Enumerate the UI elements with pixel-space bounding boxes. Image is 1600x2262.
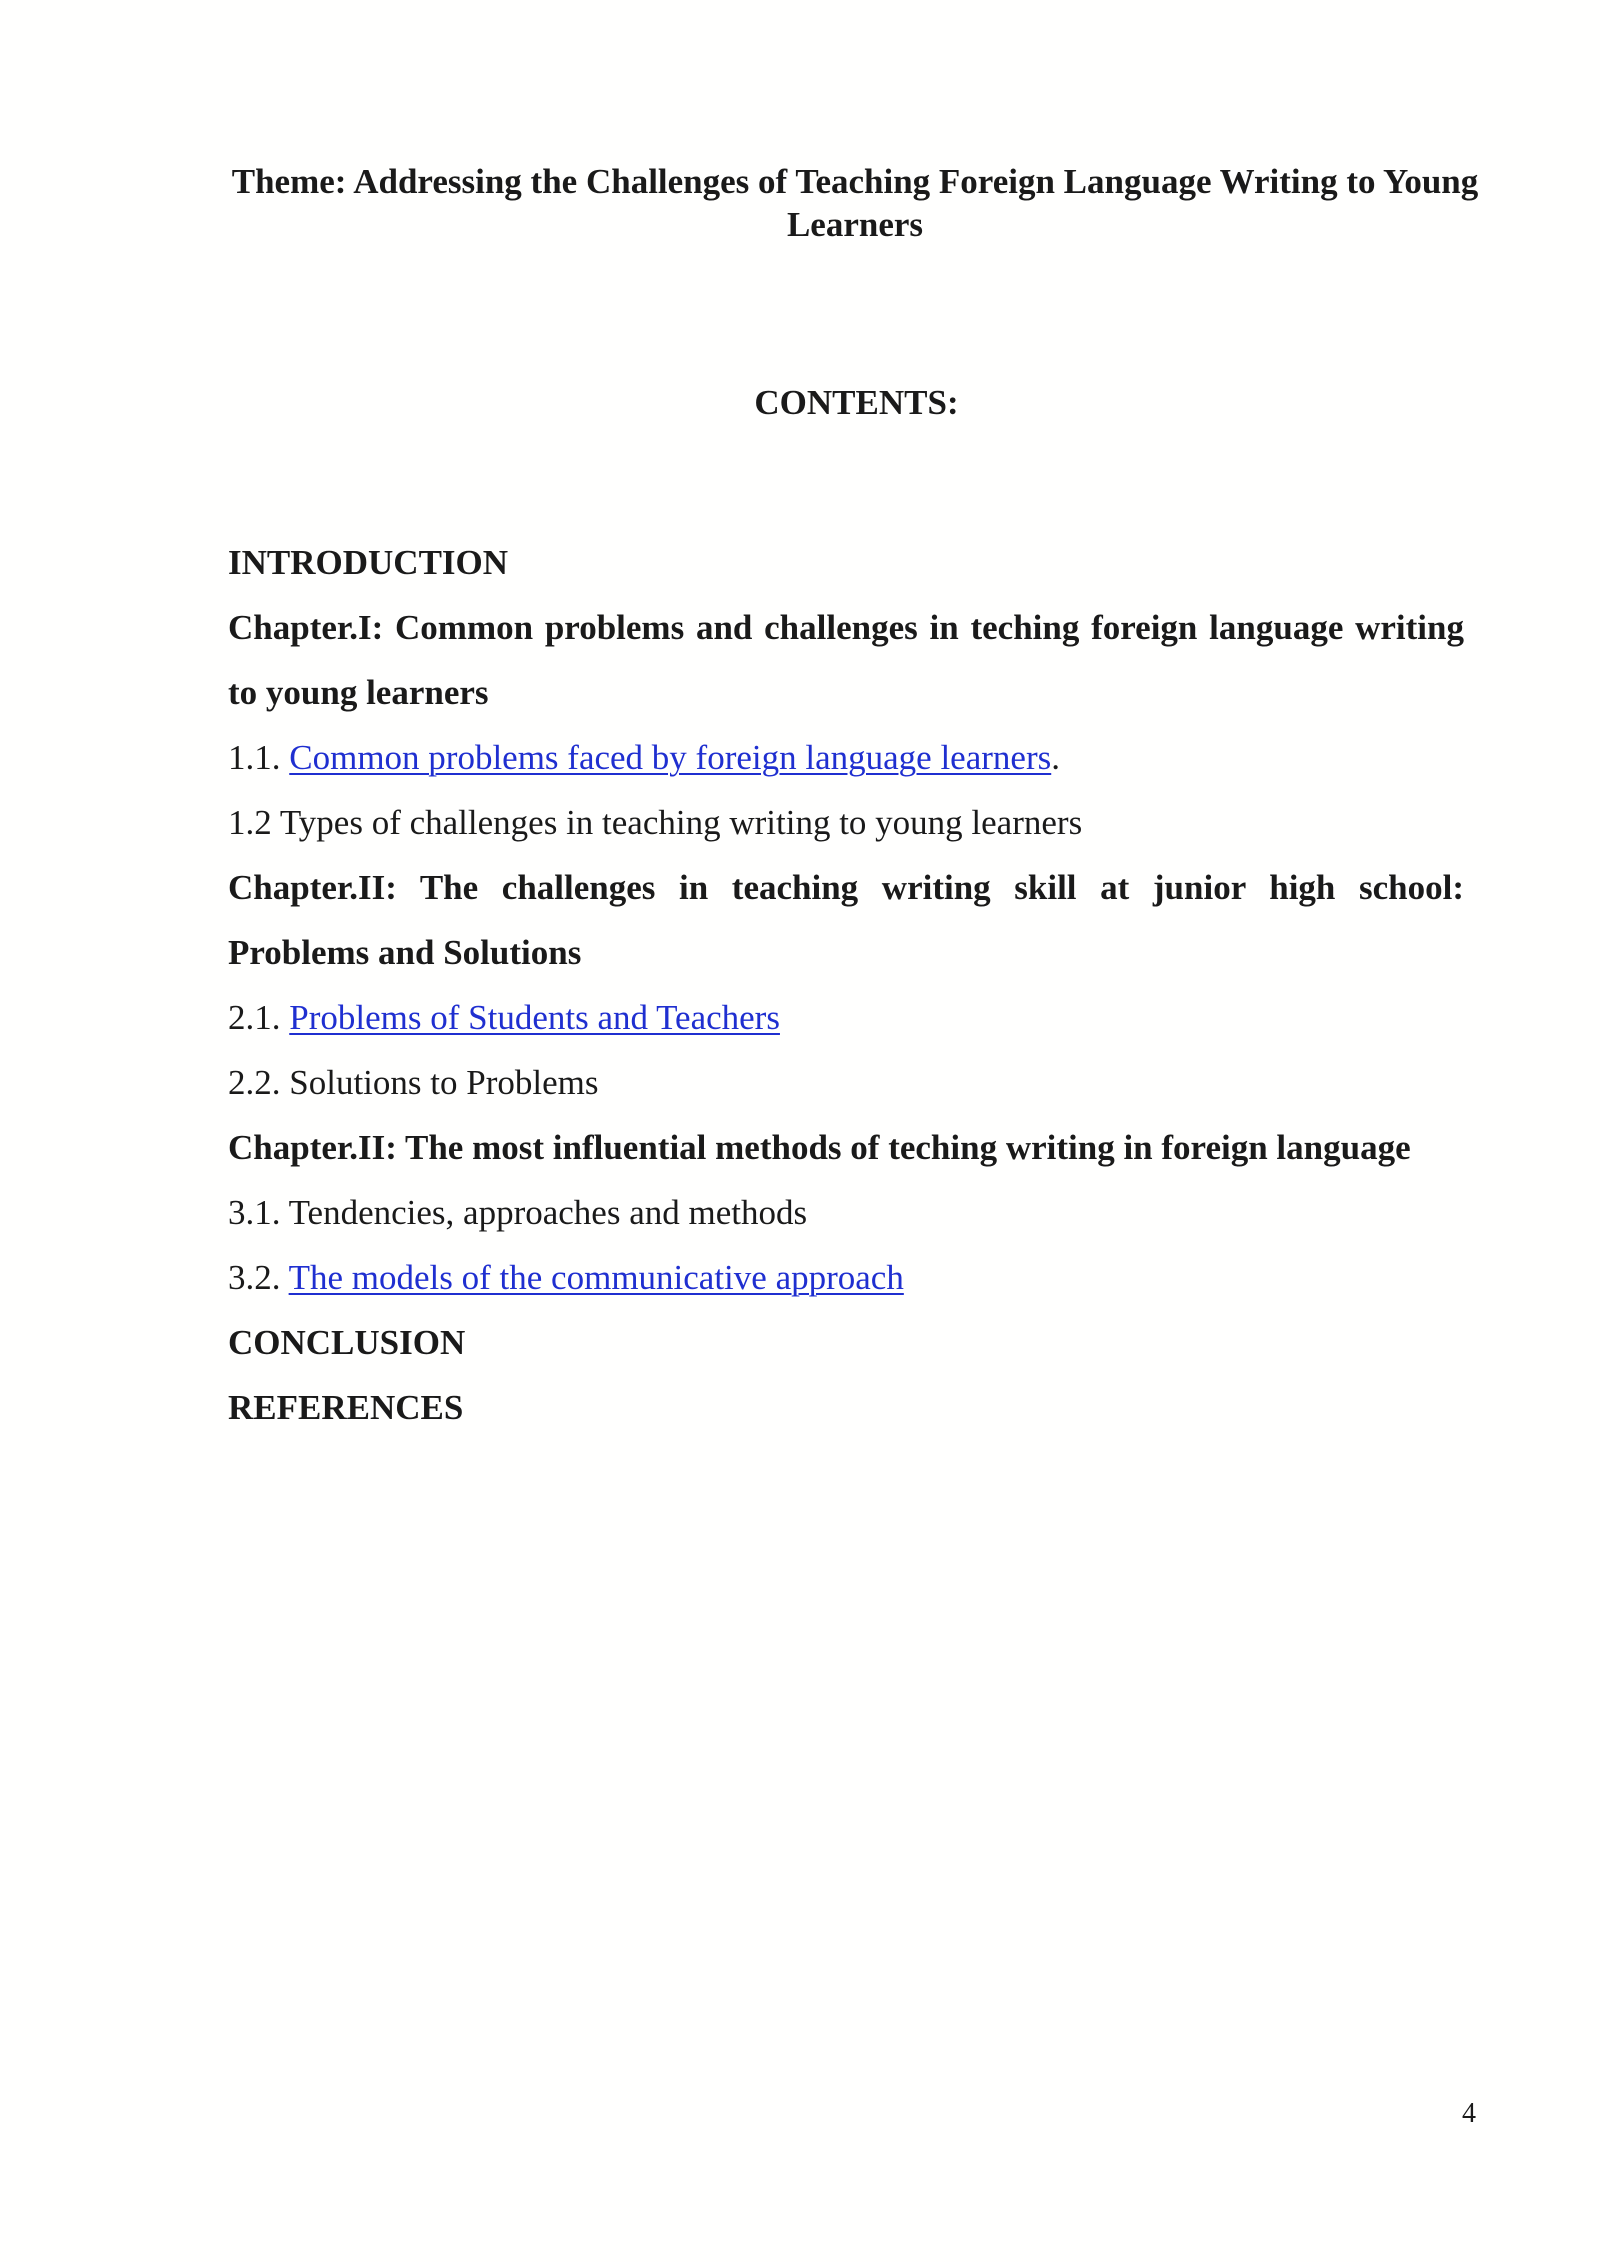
toc-section-1-1-link[interactable]: Common problems faced by foreign language learners <box>289 738 1052 777</box>
toc-references: REFERENCES <box>228 1388 464 1427</box>
toc-section-1-1 <box>228 725 1464 790</box>
toc-chapter-3-title: Chapter.II: The most influential methods of teching writing in foreign language <box>228 1128 1411 1167</box>
toc-section-3-1: 3.1. Tendencies, approaches and methods <box>228 1193 808 1232</box>
toc-section-2-1-number: 2.1. <box>228 998 281 1037</box>
toc-section-2-2: 2.2. Solutions to Problems <box>228 1063 599 1102</box>
toc-conclusion: CONCLUSION <box>228 1323 466 1362</box>
table-of-contents <box>228 530 1464 1440</box>
toc-section-3-2 <box>228 1245 1464 1310</box>
toc-chapter-2-title: Chapter.II: The challenges in teaching writing skill at junior high school: Problems and Solutions <box>228 868 1464 972</box>
toc-section-3-2-number: 3.2. <box>228 1258 281 1297</box>
theme-title: Theme: Addressing the Challenges of Teaching Foreign Language Writing to Young Learners <box>231 162 1479 244</box>
toc-section-1-1-number: 1.1. <box>228 738 281 777</box>
toc-chapter-1-title: Chapter.I: Common problems and challenges in teching foreign language writing to young learners <box>228 608 1464 712</box>
toc-section-1-1-suffix: . <box>1051 738 1060 777</box>
toc-section-2-1-link[interactable]: Problems of Students and Teachers <box>289 998 780 1037</box>
toc-section-3-2-link[interactable]: The models of the communicative approach <box>288 1258 904 1297</box>
toc-section-1-2: 1.2 Types of challenges in teaching writing to young learners <box>228 803 1083 842</box>
toc-section-2-1 <box>228 985 1464 1050</box>
contents-heading: CONTENTS: <box>754 383 959 422</box>
toc-introduction: INTRODUCTION <box>228 543 509 582</box>
page-number: 4 <box>1462 2098 1476 2129</box>
